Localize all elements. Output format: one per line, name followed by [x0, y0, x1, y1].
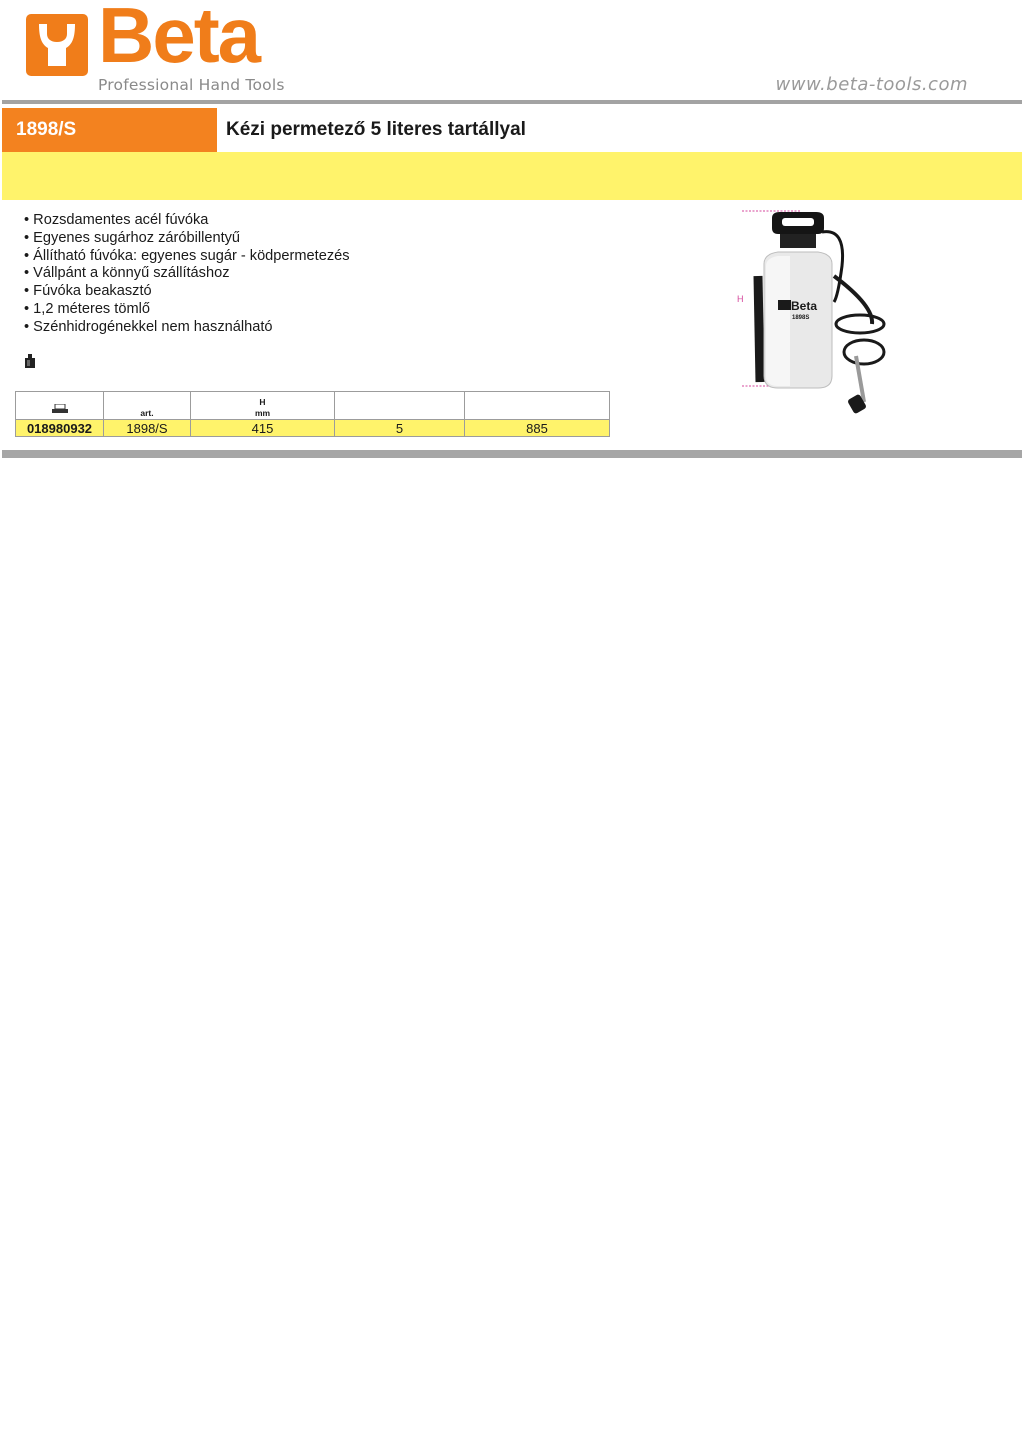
spec-header-row	[16, 392, 610, 420]
feature-item: • Rozsdamentes acél fúvóka	[24, 212, 350, 230]
brand-name: Beta	[98, 0, 260, 79]
feature-item: • Állítható fúvóka: egyenes sugár - ködpermetezés	[24, 248, 350, 266]
product-code-badge	[2, 108, 217, 152]
footer-divider	[2, 450, 1022, 458]
barcode-box-icon	[52, 404, 68, 413]
spec-header-art: art.	[104, 392, 191, 420]
svg-text:1898S: 1898S	[792, 315, 810, 321]
spec-cell-capacity: 5	[335, 420, 465, 437]
brand-logo	[26, 0, 296, 96]
svg-text:Beta: Beta	[791, 299, 818, 313]
spec-cell-height: 415	[191, 420, 335, 437]
spec-cell-art: 1898/S	[104, 420, 191, 437]
website-link[interactable]: www.beta-tools.com	[775, 74, 968, 95]
title-band	[2, 152, 1022, 200]
feature-item: • Egyenes sugárhoz záróbillentyű	[24, 230, 350, 248]
dimension-label: H	[737, 294, 744, 304]
brand-tagline: Professional Hand Tools	[98, 76, 285, 94]
sprayer-product-image	[734, 206, 894, 432]
feature-item: • Vállpánt a könnyű szállításhoz	[24, 265, 350, 283]
spec-header-weight	[465, 392, 610, 420]
feature-item: • Fúvóka beakasztó	[24, 283, 350, 301]
spec-table	[15, 391, 610, 437]
spec-header-code	[16, 392, 104, 420]
spec-cell-code: 018980932	[16, 420, 104, 437]
weight-icon	[24, 354, 36, 368]
feature-item: • Szénhidrogénekkel nem használható	[24, 319, 350, 337]
product-title: Kézi permetező 5 literes tartállyal	[226, 119, 526, 140]
product-code: 1898/S	[16, 119, 77, 140]
wrench-logo-icon	[26, 14, 88, 76]
feature-list	[24, 212, 350, 337]
table-row	[16, 420, 610, 437]
spec-header-capacity	[335, 392, 465, 420]
feature-item: • 1,2 méteres tömlő	[24, 301, 350, 319]
spec-header-height: H mm	[191, 392, 335, 420]
header-divider	[2, 100, 1022, 104]
spec-cell-weight: 885	[465, 420, 610, 437]
